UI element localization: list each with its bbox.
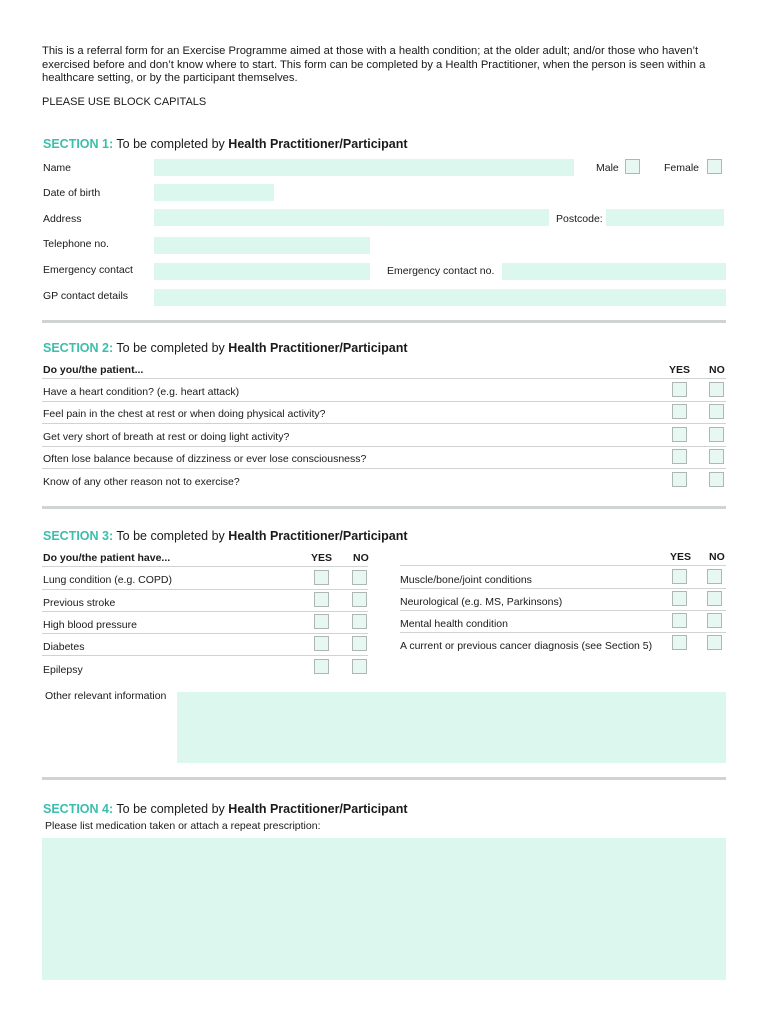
section-1-number: SECTION 1: (43, 137, 114, 151)
section-divider (42, 506, 726, 509)
block-capitals-note: PLEASE USE BLOCK CAPITALS (42, 96, 207, 108)
row-divider (42, 611, 368, 612)
s2-q5-no-checkbox[interactable] (709, 472, 724, 487)
dob-field[interactable] (154, 184, 274, 201)
male-checkbox[interactable] (625, 159, 640, 174)
s3-neurological: Neurological (e.g. MS, Parkinsons) (400, 596, 563, 608)
section-4-number: SECTION 4: (43, 802, 114, 816)
section-2-who: Health Practitioner/Participant (228, 341, 408, 355)
s2-q3-no-checkbox[interactable] (709, 427, 724, 442)
s2-q1-yes-checkbox[interactable] (672, 382, 687, 397)
s3-bp-no-checkbox[interactable] (352, 614, 367, 629)
s2-q5-yes-checkbox[interactable] (672, 472, 687, 487)
s3-neuro-no-checkbox[interactable] (707, 591, 722, 606)
emergency-contact-label: Emergency contact (43, 264, 133, 276)
s2-q2-yes-checkbox[interactable] (672, 404, 687, 419)
section-2-yes-header: YES (669, 364, 691, 376)
row-divider (400, 565, 726, 566)
s3-epilepsy: Epilepsy (43, 664, 83, 676)
telephone-field[interactable] (154, 237, 370, 254)
section-2-no-header: NO (709, 364, 725, 376)
s3-lung-no-checkbox[interactable] (352, 570, 367, 585)
female-label: Female (664, 162, 700, 174)
section-3-left-no-header: NO (353, 552, 369, 564)
row-divider (42, 446, 726, 447)
section-3-left-yes-header: YES (311, 552, 333, 564)
s3-stroke-no-checkbox[interactable] (352, 592, 367, 607)
section-3-pre: To be completed by (116, 529, 225, 543)
section-4-who: Health Practitioner/Participant (228, 802, 408, 816)
other-info-label: Other relevant information (45, 690, 167, 702)
female-checkbox[interactable] (707, 159, 722, 174)
row-divider (42, 633, 368, 634)
s3-lung-yes-checkbox[interactable] (314, 570, 329, 585)
name-field[interactable] (154, 159, 574, 176)
male-label: Male (596, 162, 619, 174)
s3-muscle-bone-joint: Muscle/bone/joint conditions (400, 574, 532, 586)
row-divider (400, 588, 726, 589)
telephone-label: Telephone no. (43, 238, 109, 250)
gp-field[interactable] (154, 289, 726, 306)
emergency-contact-no-field[interactable] (502, 263, 726, 280)
s3-mental-yes-checkbox[interactable] (672, 613, 687, 628)
other-info-field[interactable] (177, 692, 726, 763)
s2-question-4: Often lose balance because of dizziness or ever lose consciousness? (43, 453, 367, 465)
s3-stroke-yes-checkbox[interactable] (314, 592, 329, 607)
section-3-heading: Do you/the patient have... (43, 552, 171, 564)
intro-paragraph: This is a referral form for an Exercise Programme aimed at those with a health condition; at the older adult; and/or those who haven’t exercised before and don’t know where to start. This form can be completed by a Health Practitioner, when the person is seen within a healthcare setting, or by the participant themselves. (42, 45, 706, 84)
section-2-title (43, 341, 408, 355)
row-divider (42, 468, 726, 469)
row-divider (42, 589, 368, 590)
postcode-field[interactable] (606, 209, 724, 226)
s3-epilepsy-no-checkbox[interactable] (352, 659, 367, 674)
s2-question-5: Know of any other reason not to exercise? (43, 476, 240, 488)
emergency-contact-no-label: Emergency contact no. (387, 265, 495, 277)
s2-question-2: Feel pain in the chest at rest or when doing physical activity? (43, 408, 326, 420)
s3-muscle-yes-checkbox[interactable] (672, 569, 687, 584)
section-3-title (43, 529, 408, 543)
s3-cancer-diagnosis: A current or previous cancer diagnosis (see Section 5) (400, 640, 653, 652)
section-4-subtitle: Please list medication taken or attach a repeat prescription: (45, 820, 321, 832)
section-2-heading: Do you/the patient... (43, 364, 144, 376)
s3-diabetes-no-checkbox[interactable] (352, 636, 367, 651)
s3-neuro-yes-checkbox[interactable] (672, 591, 687, 606)
s3-mental-health: Mental health condition (400, 618, 508, 630)
section-4-title (43, 802, 408, 816)
s3-high-blood-pressure: High blood pressure (43, 619, 137, 631)
row-divider (42, 423, 726, 424)
address-field[interactable] (154, 209, 549, 226)
s2-q4-no-checkbox[interactable] (709, 449, 724, 464)
section-3-right-yes-header: YES (670, 551, 692, 563)
row-divider (42, 401, 726, 402)
section-2-pre: To be completed by (116, 341, 225, 355)
s2-q4-yes-checkbox[interactable] (672, 449, 687, 464)
postcode-label: Postcode: (556, 213, 603, 225)
s2-question-3: Get very short of breath at rest or doing light activity? (43, 431, 290, 443)
s2-q2-no-checkbox[interactable] (709, 404, 724, 419)
s3-bp-yes-checkbox[interactable] (314, 614, 329, 629)
section-1-title (43, 137, 408, 151)
s3-muscle-no-checkbox[interactable] (707, 569, 722, 584)
s2-q1-no-checkbox[interactable] (709, 382, 724, 397)
name-label: Name (43, 162, 72, 174)
s3-epilepsy-yes-checkbox[interactable] (314, 659, 329, 674)
s2-question-1: Have a heart condition? (e.g. heart attack) (43, 386, 240, 398)
section-1-pre: To be completed by (116, 137, 225, 151)
address-label: Address (43, 213, 82, 225)
section-divider (42, 777, 726, 780)
dob-label: Date of birth (43, 187, 101, 199)
row-divider (400, 610, 726, 611)
emergency-contact-field[interactable] (154, 263, 370, 280)
section-3-who: Health Practitioner/Participant (228, 529, 408, 543)
section-3-number: SECTION 3: (43, 529, 114, 543)
section-3-right-no-header: NO (709, 551, 725, 563)
section-4-pre: To be completed by (116, 802, 225, 816)
section-1-who: Health Practitioner/Participant (228, 137, 408, 151)
s3-previous-stroke: Previous stroke (43, 597, 116, 609)
section-2-number: SECTION 2: (43, 341, 114, 355)
s3-lung-condition: Lung condition (e.g. COPD) (43, 574, 172, 586)
gp-label: GP contact details (43, 290, 129, 302)
s3-diabetes-yes-checkbox[interactable] (314, 636, 329, 651)
row-divider (400, 632, 726, 633)
s3-mental-no-checkbox[interactable] (707, 613, 722, 628)
s3-diabetes: Diabetes (43, 641, 85, 653)
s2-q3-yes-checkbox[interactable] (672, 427, 687, 442)
medication-field[interactable] (42, 838, 726, 980)
s3-cancer-yes-checkbox[interactable] (672, 635, 687, 650)
row-divider (42, 378, 726, 379)
section-divider (42, 320, 726, 323)
row-divider (42, 655, 368, 656)
s3-cancer-no-checkbox[interactable] (707, 635, 722, 650)
row-divider (42, 566, 368, 567)
